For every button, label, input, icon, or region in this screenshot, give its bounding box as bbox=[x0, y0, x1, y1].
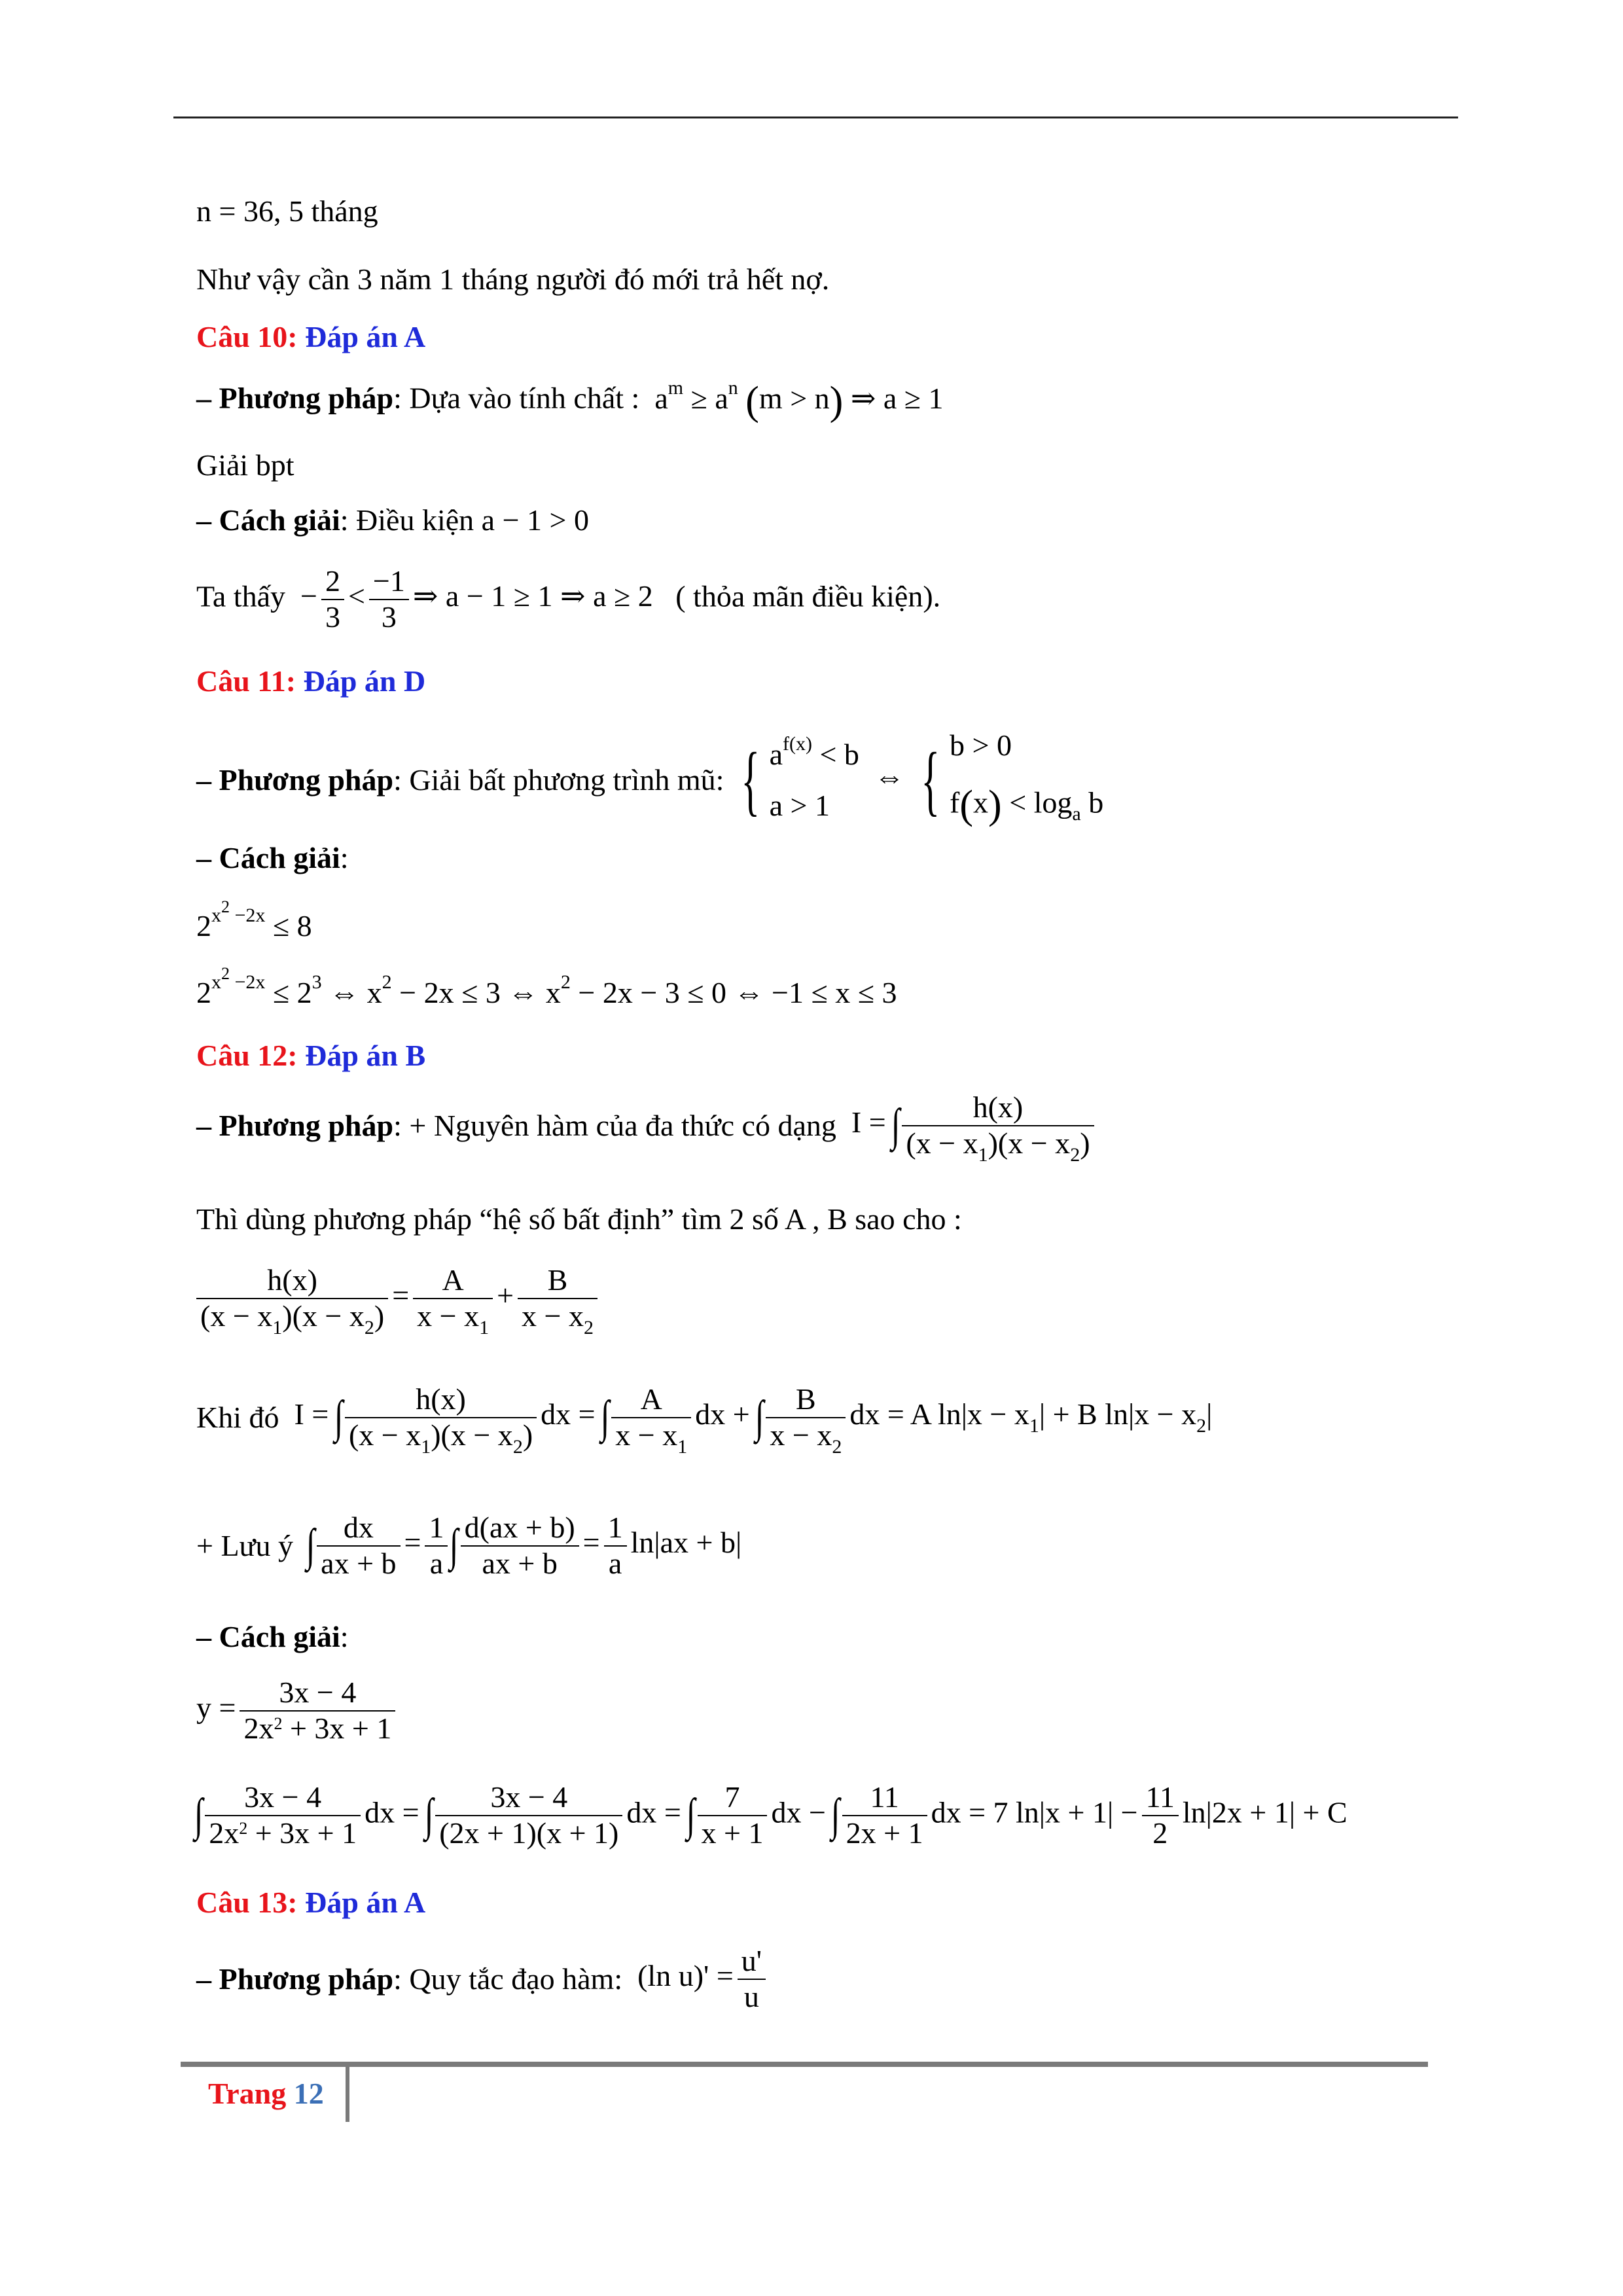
question-10-heading bbox=[196, 322, 425, 352]
q10-property-formula: $a^m \ge a^n$ (m > n) ⇒ a ≥ 1 bbox=[647, 376, 944, 423]
q10-condition-note: ( thỏa mãn điều kiện). bbox=[675, 579, 941, 613]
q12-method-line bbox=[196, 1090, 1098, 1166]
q11-method-line bbox=[196, 720, 1103, 840]
q10-see-line bbox=[196, 564, 940, 635]
q11-step-1: $2^{x2 -2x} \le 8$ bbox=[196, 897, 312, 942]
q12-note-formula: ∫ $\frac{dx}{ax + b}$ = $\frac{1}{a}$ ∫ $\frac{d(ax + b)}{ax + b}$ = $\frac{1}{a}$ ln|ax + b| bbox=[306, 1511, 742, 1580]
footer-rule bbox=[181, 2062, 1428, 2067]
q12-integral-result: I = ∫ $\frac{h(x)}{(x - x_1)(x - x_2)}$ dx = ∫ $\frac{A}{x - x_1}$ dx + ∫ $\frac{B}{x - x_2}$ dx = A $\ln|x - x_1| + B$ $\ln|x - x_2|$ bbox=[287, 1382, 1213, 1458]
q12-khido-line bbox=[196, 1382, 1213, 1458]
q12-then-text: Thì dùng phương pháp “hệ số bất định” tìm 2 số A , B sao cho : bbox=[196, 1202, 962, 1236]
q12-method-text: : + Nguyên hàm của đa thức có dạng bbox=[393, 1108, 836, 1142]
q12-method-label: – Phương pháp bbox=[196, 1108, 394, 1142]
q10-sol-label: – Cách giải bbox=[196, 503, 340, 537]
question-13-heading bbox=[196, 1888, 425, 1918]
q13-method-text: : Quy tắc đạo hàm: bbox=[393, 1962, 623, 1996]
q10-method-line bbox=[196, 376, 944, 423]
q10-inequality: − $\frac{2}{3}$ < $\frac{-1}{3}$ ⇒ a − 1 ≥ 1 ⇒ a ≥ 2 bbox=[293, 564, 668, 634]
q12-function-def: y = $\frac{3x - 4}{2x^2 + 3x + 1}$ bbox=[196, 1676, 399, 1746]
q13-method-label: – Phương pháp bbox=[196, 1962, 394, 1996]
q10-see-text: Ta thấy bbox=[196, 579, 286, 613]
question-11-heading bbox=[196, 666, 425, 696]
q10-solution-line bbox=[196, 505, 589, 535]
q12-number: Câu 12: bbox=[196, 1039, 298, 1072]
q12-integral-solution: ∫ $\frac{3x - 4}{2x^2 + 3x + 1}$ dx = ∫ $\frac{3x - 4}{(2x + 1)(x + 1)}$ dx = ∫ $\frac{7}{x + 1}$ dx − ∫ $\frac{11}{2x + 1}$ dx = 7 ln|x + 1| − $\frac{11}{2}$ ln|2x + 1| + C bbox=[194, 1780, 1347, 1850]
q11-step-2: $2^{x2 -2x} \le 2^3$ ⇔ $x^2 - 2x \le 3$ ⇔ $x^2 - 2x - 3 \le 0$ ⇔ −1 ≤ x ≤ 3 bbox=[196, 964, 897, 1009]
q13-answer: Đáp án A bbox=[305, 1886, 426, 1919]
q13-derivative-rule: (ln u)' = $\frac{u'}{u}$ bbox=[630, 1959, 770, 1992]
q10-number: Câu 10: bbox=[196, 320, 298, 353]
q13-number: Câu 13: bbox=[196, 1886, 298, 1919]
q13-method-line bbox=[196, 1944, 770, 2015]
text-n-months: n = 36, 5 tháng bbox=[196, 194, 378, 228]
q12-answer: Đáp án B bbox=[305, 1039, 426, 1072]
q10-answer: Đáp án A bbox=[305, 320, 426, 353]
q10-method-text: : Dựa vào tính chất : bbox=[393, 381, 640, 415]
top-rule bbox=[173, 117, 1458, 118]
text-conclusion: Như vậy cần 3 năm 1 tháng người đó mới trả hết nợ. bbox=[196, 262, 830, 296]
q11-method-text: : Giải bất phương trình mũ: bbox=[393, 762, 724, 797]
q12-khido-text: Khi đó bbox=[196, 1400, 279, 1434]
q11-sol-label: – Cách giải bbox=[196, 841, 340, 874]
question-12-heading bbox=[196, 1041, 425, 1071]
q10-sol-text: : Điều kiện a − 1 > 0 bbox=[340, 503, 589, 537]
q10-solve-text: Giải bpt bbox=[196, 448, 294, 482]
page-footer bbox=[208, 2076, 324, 2111]
q12-integral-form: I = ∫ $\frac{h(x)}{(x - x_1)(x - x_2)}$ bbox=[844, 1105, 1097, 1139]
q11-answer: Đáp án D bbox=[303, 664, 426, 698]
footer-divider bbox=[346, 2067, 349, 2122]
footer-label: Trang bbox=[208, 2077, 287, 2110]
q12-note-line bbox=[196, 1511, 741, 1581]
q12-partial-fraction: $\frac{h(x)}{(x - x_1)(x - x_2)}$ = $\frac{A}{x - x_1}$ + $\frac{B}{x - x_2}$ bbox=[196, 1263, 601, 1334]
q12-solution-line: – Cách giải: bbox=[196, 1620, 349, 1653]
q11-system-formula: { $a^{f(x)} < b$ a > 1 ⇔ { b > 0 $f(x) < \log_a b$ bbox=[741, 728, 1104, 828]
q12-sol-label: – Cách giải bbox=[196, 1620, 340, 1653]
q10-method-label: – Phương pháp bbox=[196, 381, 394, 415]
page-number: 12 bbox=[293, 2077, 324, 2110]
q11-solution-line: – Cách giải: bbox=[196, 841, 349, 874]
q11-number: Câu 11: bbox=[196, 664, 296, 698]
q11-method-label: – Phương pháp bbox=[196, 762, 394, 797]
q12-note-text: + Lưu ý bbox=[196, 1528, 293, 1562]
